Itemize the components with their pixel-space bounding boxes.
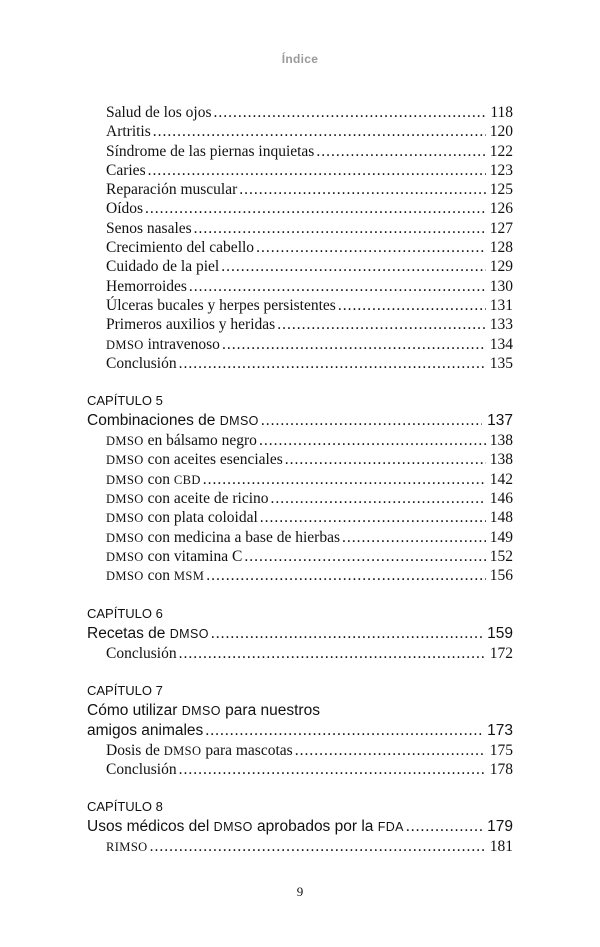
dot-leader — [239, 180, 485, 199]
dot-leader — [203, 470, 486, 489]
entry-title — [106, 450, 283, 470]
entry-page: 148 — [489, 509, 513, 527]
dot-leader — [256, 238, 486, 257]
chapter-page: 137 — [487, 412, 513, 430]
chapter-heading — [87, 411, 513, 431]
entry-title: Conclusión — [106, 354, 177, 372]
entry-title-smallcaps: CBD — [173, 472, 201, 487]
dot-leader — [260, 508, 486, 527]
toc-entry — [87, 103, 513, 122]
chapter-title-part: para nuestros — [220, 701, 320, 719]
chapter-heading — [87, 817, 513, 837]
chapter-title-line — [87, 701, 513, 721]
entry-title-smallcaps: DMSO — [106, 337, 144, 352]
entry-page: 138 — [489, 432, 513, 450]
toc-entry — [87, 470, 513, 489]
entry-title: Crecimiento del cabello — [106, 239, 255, 257]
entry-title — [106, 528, 340, 548]
dot-leader — [194, 219, 486, 238]
entry-title-smallcaps: DMSO — [106, 453, 144, 468]
toc-entry — [87, 547, 513, 566]
chapter-title-smallcaps: DMSO — [169, 626, 209, 641]
entry-page: 146 — [489, 490, 513, 508]
toc-entry — [87, 450, 513, 469]
toc-entry — [87, 180, 513, 199]
table-of-contents — [87, 103, 513, 857]
dot-leader — [214, 103, 487, 122]
entry-title-rest: con — [143, 470, 174, 488]
chapter-title-smallcaps: FDA — [377, 820, 404, 835]
chapter-page: 179 — [487, 818, 513, 836]
entry-title — [106, 489, 269, 509]
chapter-title-part: Usos médicos del — [87, 818, 214, 836]
entry-page: 131 — [489, 296, 513, 314]
chapter-page: 159 — [487, 624, 513, 642]
entry-page: 156 — [489, 567, 513, 585]
entry-title: Síndrome de las piernas inquietas — [106, 142, 315, 160]
entry-page: 123 — [489, 161, 513, 179]
section-gap — [87, 586, 513, 604]
entry-title: Úlceras bucales y herpes persistentes — [106, 296, 336, 314]
entry-page: 128 — [489, 239, 513, 257]
entry-title — [106, 470, 201, 490]
dot-leader — [406, 817, 482, 837]
entry-title-rest: intravenoso — [143, 335, 220, 353]
toc-entry — [87, 161, 513, 180]
entry-title-part: Dosis de — [106, 741, 164, 759]
section-gap — [87, 373, 513, 391]
entry-title-smallcaps: DMSO — [106, 549, 144, 564]
entry-title: Salud de los ojos — [106, 104, 212, 121]
chapter-heading — [87, 721, 513, 741]
dot-leader — [153, 122, 486, 141]
chapter-title-smallcaps: DMSO — [219, 414, 259, 429]
chapter-title-part: Cómo utilizar — [87, 701, 182, 719]
toc-entry — [87, 528, 513, 547]
entry-page: 118 — [490, 104, 513, 121]
toc-entry — [87, 566, 513, 585]
entry-title-rest: en bálsamo negro — [143, 432, 257, 450]
entry-title-rest: con medicina a base de hierbas — [143, 528, 340, 546]
toc-entry — [87, 277, 513, 296]
entry-title-rest: con aceite de ricino — [143, 490, 269, 508]
dot-leader — [295, 741, 486, 760]
entry-title: Oídos — [106, 200, 144, 218]
entry-page: 135 — [489, 354, 513, 372]
entry-title — [106, 547, 242, 567]
chapter-title — [87, 411, 259, 431]
entry-title: Caries — [106, 161, 146, 179]
entry-title-smallcaps: DMSO — [106, 434, 144, 449]
entry-page: 130 — [489, 277, 513, 295]
chapter-label: CAPÍTULO 7 — [87, 682, 163, 698]
entry-page: 142 — [489, 470, 513, 488]
dot-leader — [222, 335, 486, 354]
dot-leader — [205, 721, 482, 741]
entry-title-smallcaps: DMSO — [106, 511, 144, 526]
toc-entry — [87, 508, 513, 527]
entry-page: 127 — [489, 219, 513, 237]
entry-title-smallcaps: DMSO — [106, 492, 144, 507]
dot-leader — [342, 528, 486, 547]
entry-title — [106, 566, 204, 586]
entry-title-smallcaps: DMSO — [163, 743, 202, 758]
entry-title: Conclusión — [106, 644, 177, 662]
dot-leader — [179, 644, 486, 663]
entry-title-part: para mascotas — [201, 741, 293, 759]
dot-leader — [206, 566, 485, 585]
toc-entry — [87, 489, 513, 508]
toc-entry — [87, 760, 513, 779]
dot-leader — [271, 489, 486, 508]
chapter-heading — [87, 624, 513, 644]
entry-page: 178 — [489, 761, 513, 779]
toc-entry — [87, 296, 513, 315]
toc-entry — [87, 644, 513, 663]
entry-page: 122 — [489, 142, 513, 160]
entry-page: 133 — [489, 316, 513, 334]
entry-page: 134 — [489, 335, 513, 353]
toc-entry — [87, 741, 513, 760]
chapter-page: 173 — [487, 721, 513, 739]
toc-entry — [87, 257, 513, 276]
entry-title — [106, 431, 257, 451]
entry-title-smallcaps: MSM — [173, 569, 205, 584]
entry-title-rest: con aceites esenciales — [143, 451, 283, 469]
entry-page: 175 — [489, 741, 513, 759]
chapter-label: CAPÍTULO 6 — [87, 605, 163, 621]
entry-page: 152 — [489, 547, 513, 565]
chapter-title-smallcaps: DMSO — [213, 820, 253, 835]
entry-title — [106, 508, 258, 528]
entry-page: 120 — [489, 123, 513, 141]
dot-leader — [244, 547, 485, 566]
toc-entry — [87, 142, 513, 161]
dot-leader — [148, 161, 486, 180]
entry-page: 138 — [489, 451, 513, 469]
dot-leader — [285, 450, 486, 469]
entry-title: Cuidado de la piel — [106, 258, 220, 276]
entry-title: Artritis — [106, 123, 151, 141]
entry-page: 129 — [489, 258, 513, 276]
entry-title: Conclusión — [106, 761, 177, 779]
toc-entry — [87, 219, 513, 238]
dot-leader — [145, 199, 486, 218]
toc-entry — [87, 431, 513, 450]
entry-page: 181 — [489, 838, 513, 856]
entry-title-smallcaps: DMSO — [106, 472, 144, 487]
entry-title: RIMSO — [106, 840, 148, 855]
chapter-label: CAPÍTULO 5 — [87, 393, 163, 409]
section-gap — [87, 779, 513, 797]
dot-leader — [179, 354, 486, 373]
dot-leader — [150, 837, 486, 856]
dot-leader — [338, 296, 486, 315]
chapter-title-part: Recetas de — [87, 624, 170, 642]
entry-page: 125 — [489, 181, 513, 199]
entry-page: 172 — [489, 644, 513, 662]
dot-leader — [221, 257, 486, 276]
chapter-label: CAPÍTULO 8 — [87, 799, 163, 815]
toc-entry — [87, 199, 513, 218]
chapter-title-part: aprobados por la — [252, 818, 378, 836]
dot-leader — [277, 315, 486, 334]
chapter-title — [87, 817, 404, 837]
toc-entry — [87, 354, 513, 373]
entry-title-smallcaps: DMSO — [106, 530, 144, 545]
toc-entry — [87, 238, 513, 257]
page-number: 9 — [296, 884, 304, 899]
chapter-title: amigos animales — [87, 721, 204, 739]
entry-title — [106, 741, 293, 761]
entry-title-smallcaps: DMSO — [106, 569, 144, 584]
toc-entry — [87, 315, 513, 334]
toc-entry — [87, 335, 513, 354]
entry-page: 126 — [489, 200, 513, 218]
dot-leader — [261, 411, 482, 431]
toc-entry — [87, 837, 513, 856]
dot-leader — [179, 760, 486, 779]
dot-leader — [211, 624, 482, 644]
entry-title-rest: con plata coloidal — [143, 509, 258, 527]
entry-title: Hemorroides — [106, 277, 187, 295]
entry-title: Reparación muscular — [106, 181, 238, 199]
dot-leader — [259, 431, 486, 450]
entry-title — [106, 335, 220, 355]
entry-title-rest: con vitamina C — [143, 547, 243, 565]
toc-entry — [87, 122, 513, 141]
chapter-title-smallcaps: DMSO — [181, 703, 221, 718]
chapter-title-part: Combinaciones de — [87, 412, 220, 430]
chapter-title — [87, 624, 209, 644]
running-head: Índice — [281, 52, 319, 66]
dot-leader — [316, 142, 485, 161]
entry-title: Primeros auxilios y heridas — [106, 316, 276, 334]
entry-title: Senos nasales — [106, 219, 192, 237]
section-gap — [87, 663, 513, 681]
entry-page: 149 — [489, 528, 513, 546]
entry-title-rest: con — [143, 567, 174, 585]
dot-leader — [189, 277, 486, 296]
